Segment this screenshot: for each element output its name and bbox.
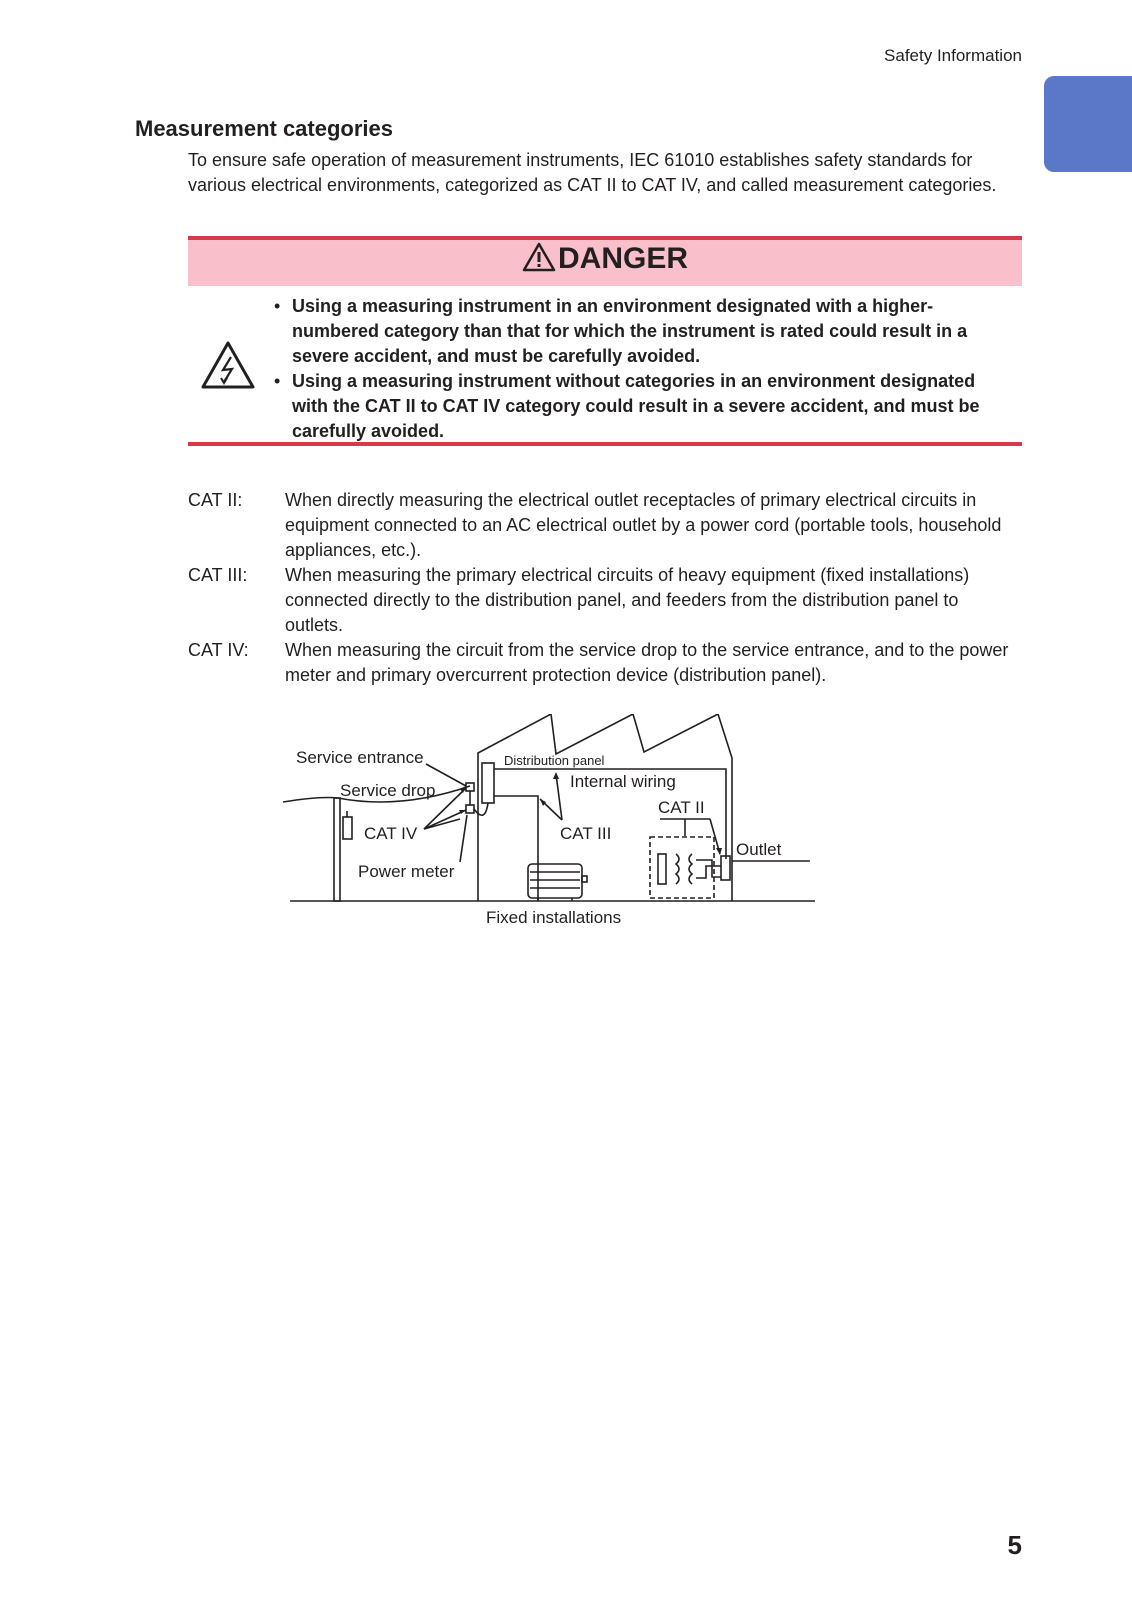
- electric-shock-icon: [200, 340, 256, 390]
- warning-triangle-icon: [522, 242, 556, 272]
- danger-list: [274, 294, 1014, 444]
- danger-heading: [188, 236, 1022, 282]
- danger-item: • Using a measuring instrument in an environment designated with a higher-numbered category than that for which the instrument is rated could result in a severe accident, and must be carefully avoided.: [274, 296, 968, 366]
- category-description: When measuring the circuit from the service drop to the service entrance, and to the power meter and primary overcurrent protection device (distribution panel).: [285, 640, 1009, 685]
- category-definitions: [188, 488, 1018, 688]
- label-service-entrance: Service entrance: [296, 748, 424, 767]
- category-row-cat-ii: [188, 488, 1018, 563]
- intro-paragraph: To ensure safe operation of measurement instruments, IEC 61010 establishes safety standards for various electrical environments, categorized as CAT II to CAT IV, and called measurement categories.: [188, 150, 997, 195]
- label-outlet: Outlet: [736, 840, 782, 859]
- category-row-cat-iii: [188, 563, 1018, 638]
- page-number: 5: [1007, 1530, 1022, 1560]
- label-power-meter: Power meter: [358, 862, 455, 881]
- label-cat-iv: CAT IV: [364, 824, 418, 843]
- category-term: CAT III:: [188, 565, 248, 585]
- danger-item: • Using a measuring instrument without categories in an environment designated with the CAT II to CAT IV category could result in a severe accident, and must be carefully avoided.: [274, 371, 980, 441]
- danger-box: [188, 236, 1022, 446]
- measurement-category-diagram: [280, 714, 840, 954]
- category-description: When directly measuring the electrical outlet receptacles of primary electrical circuits in equipment connected to an AC electrical outlet by a power cord (portable tools, household appliances, etc.).: [285, 490, 1002, 560]
- category-row-cat-iv: [188, 638, 1018, 688]
- category-term: CAT IV:: [188, 640, 249, 660]
- category-description: When measuring the primary electrical circuits of heavy equipment (fixed installations) connected directly to the distribution panel, and feeders from the distribution panel to outlets.: [285, 565, 970, 635]
- label-internal-wiring: Internal wiring: [570, 772, 676, 791]
- label-service-drop: Service drop: [340, 781, 436, 800]
- section-title: Measurement categories: [135, 116, 393, 141]
- category-term: CAT II:: [188, 490, 243, 510]
- label-distribution-panel: Distribution panel: [504, 753, 605, 768]
- danger-bottom-rule: [188, 442, 1022, 446]
- chapter-tab: [1044, 76, 1132, 172]
- label-cat-ii: CAT II: [658, 798, 705, 817]
- running-head: Safety Information: [884, 46, 1022, 65]
- label-cat-iii: CAT III: [560, 824, 612, 843]
- label-fixed-installations: Fixed installations: [486, 908, 622, 927]
- danger-title: DANGER: [557, 242, 688, 275]
